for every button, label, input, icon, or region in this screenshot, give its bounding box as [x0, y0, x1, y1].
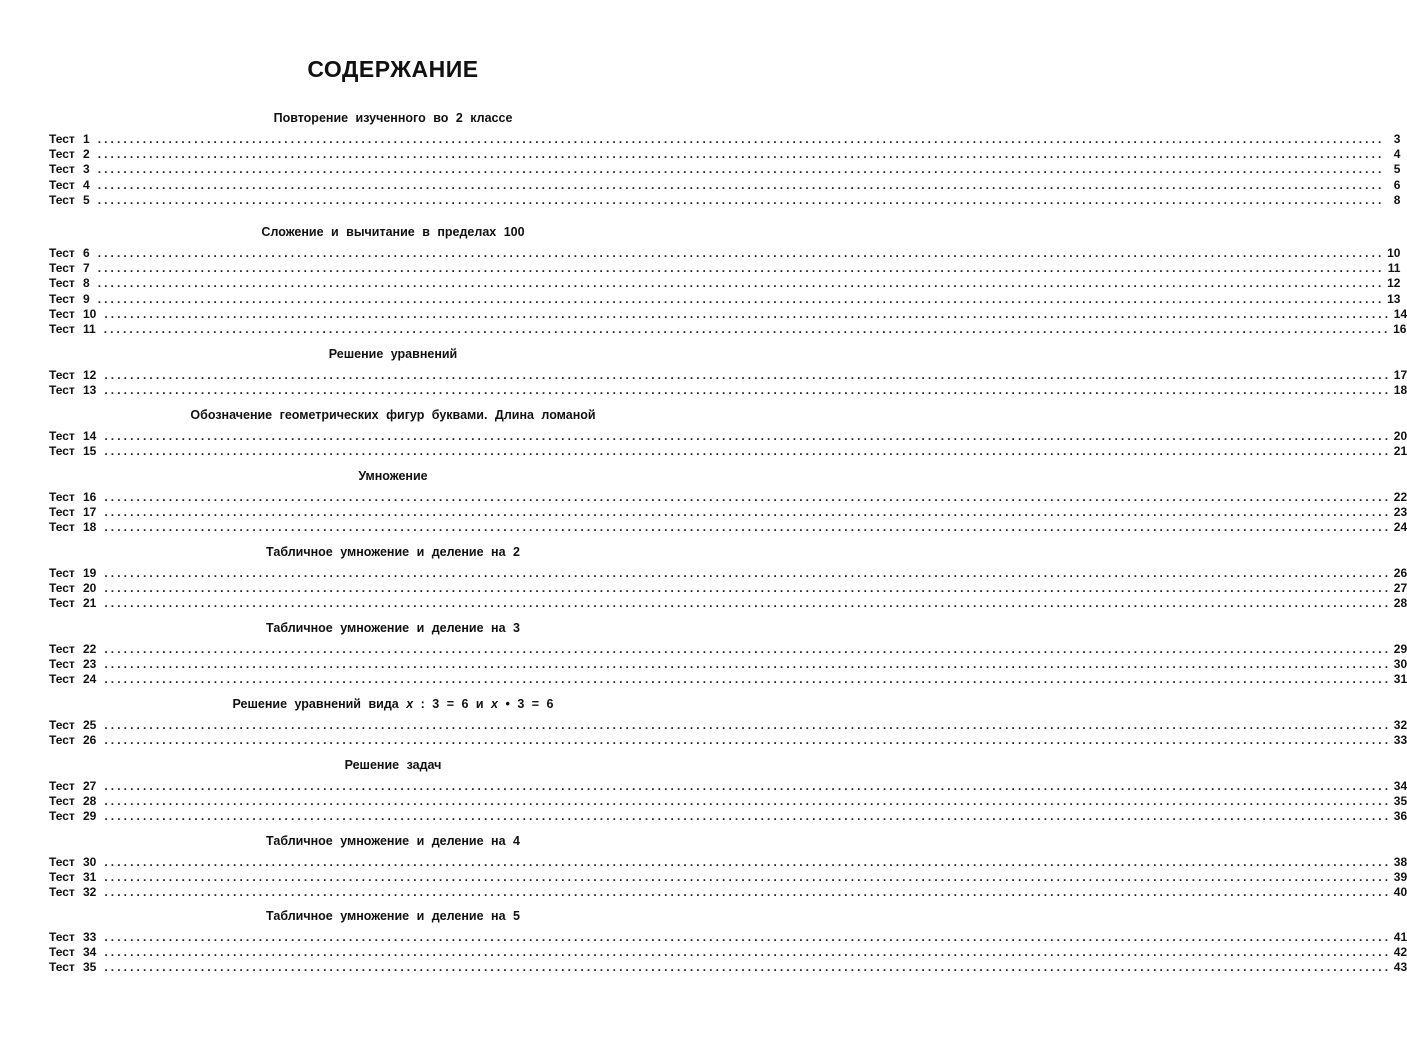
entry-label	[49, 505, 96, 520]
entry-label	[49, 276, 90, 291]
section-heading: Решение уравнений вида x : 3 = 6 и x • 3 = 6	[232, 697, 554, 711]
dot-leader: ........................................................................................................................................................................................................	[104, 855, 1392, 869]
toc-section	[49, 544, 1407, 612]
dot-leader: ........................................................................................................................................................................................................	[104, 960, 1392, 975]
entry-label	[49, 193, 90, 208]
entry-test-word: Тест	[49, 505, 75, 520]
entry-test-number: 5	[83, 192, 90, 207]
entry-test-number: 7	[83, 261, 90, 276]
dot-leader: ........................................................................................................................................................................................................	[104, 794, 1392, 809]
toc-entry[interactable]	[49, 733, 1407, 748]
entry-label	[49, 246, 90, 261]
dot-leader: ........................................................................................................................................................................................................	[104, 581, 1392, 596]
dot-leader: ........................................................................................................................................................................................................	[104, 672, 1392, 687]
toc-entry[interactable]	[49, 930, 1407, 945]
toc-entry[interactable]	[49, 383, 1407, 398]
toc-entry[interactable]	[49, 490, 1407, 505]
entry-test-number: 33	[83, 930, 97, 944]
entry-label	[49, 794, 96, 809]
toc-entry[interactable]	[49, 809, 1407, 824]
entry-page-number: 35	[1393, 794, 1407, 809]
entry-test-number: 34	[83, 945, 97, 960]
section-heading: Решение задач	[344, 758, 442, 772]
entry-label	[49, 930, 96, 945]
entry-test-word: Тест	[49, 945, 75, 960]
entry-test-word: Тест	[49, 276, 75, 291]
section-heading: Сложение и вычитание в пределах 100	[261, 225, 525, 239]
entry-label	[49, 885, 96, 900]
entry-label	[49, 870, 96, 885]
dot-leader: ........................................................................................................................................................................................................	[104, 306, 1392, 321]
entry-page-number: 29	[1393, 642, 1407, 656]
toc-section	[49, 696, 1407, 748]
entry-test-number: 20	[83, 581, 97, 596]
entry-test-word: Тест	[49, 855, 75, 869]
entry-page-number: 42	[1393, 945, 1407, 960]
dot-leader: ........................................................................................................................................................................................................	[104, 566, 1392, 580]
toc-entry[interactable]	[49, 945, 1407, 960]
toc-entry[interactable]	[49, 132, 1401, 147]
entry-page-number: 5	[1393, 162, 1401, 177]
entry-test-number: 3	[83, 162, 90, 177]
entry-test-word: Тест	[49, 246, 75, 260]
entry-label	[49, 672, 96, 687]
entry-page-number: 43	[1393, 960, 1407, 975]
entry-label	[49, 429, 96, 444]
entry-page-number: 36	[1393, 809, 1407, 824]
entry-test-number: 24	[83, 672, 97, 687]
entry-test-word: Тест	[49, 885, 75, 900]
entry-test-number: 14	[83, 429, 97, 443]
entry-test-number: 26	[83, 733, 97, 748]
entry-test-number: 15	[83, 444, 97, 459]
entry-test-number: 12	[83, 368, 97, 382]
dot-leader: ........................................................................................................................................................................................................	[104, 945, 1392, 960]
entry-label	[49, 733, 96, 748]
entry-label	[49, 581, 96, 596]
entry-test-word: Тест	[49, 930, 75, 944]
dot-leader: ........................................................................................................................................................................................................	[104, 809, 1392, 824]
dot-leader: ........................................................................................................................................................................................................	[103, 321, 1391, 336]
entry-page-number: 20	[1393, 429, 1407, 443]
entry-test-number: 18	[83, 520, 97, 535]
dot-leader: ........................................................................................................................................................................................................	[104, 490, 1392, 504]
toc-section	[49, 110, 1401, 208]
entry-page-number: 14	[1393, 306, 1407, 321]
entry-label	[49, 809, 96, 824]
entry-label	[49, 162, 90, 177]
entry-label	[49, 147, 90, 162]
dot-leader: ........................................................................................................................................................................................................	[104, 930, 1392, 944]
entry-page-number: 38	[1393, 855, 1407, 869]
entry-test-word: Тест	[49, 291, 75, 306]
dot-leader: ........................................................................................................................................................................................................	[97, 162, 1385, 177]
toc-entry[interactable]	[49, 520, 1407, 535]
dot-leader: ........................................................................................................................................................................................................	[97, 246, 1385, 260]
entry-page-number: 22	[1393, 490, 1407, 504]
toc-entry[interactable]	[49, 870, 1407, 885]
entry-label	[49, 132, 90, 147]
entry-test-number: 31	[83, 870, 97, 885]
entry-test-number: 2	[83, 147, 90, 162]
section-heading: Табличное умножение и деление на 5	[266, 909, 520, 923]
entry-test-number: 9	[83, 291, 90, 306]
section-heading: Обозначение геометрических фигур буквами. Длина ломаной	[190, 408, 596, 422]
entry-test-number: 19	[83, 566, 97, 580]
entry-page-number: 24	[1393, 520, 1407, 535]
entry-test-word: Тест	[49, 779, 75, 793]
entry-page-number: 26	[1393, 566, 1407, 580]
toc-entry[interactable]	[49, 162, 1401, 177]
toc-entry[interactable]	[49, 566, 1407, 581]
entry-test-number: 13	[83, 383, 97, 398]
toc-section	[49, 468, 1407, 536]
entry-page-number: 10	[1387, 246, 1401, 260]
entry-page-number: 23	[1393, 505, 1407, 520]
entry-test-word: Тест	[49, 960, 75, 975]
toc-entry[interactable]	[49, 596, 1407, 611]
toc-entry[interactable]	[49, 505, 1407, 520]
toc-entry[interactable]	[49, 657, 1407, 672]
entry-label	[49, 322, 96, 337]
entry-page-number: 31	[1393, 672, 1407, 687]
entry-test-word: Тест	[49, 383, 75, 398]
toc-section	[49, 407, 1407, 459]
entry-page-number: 6	[1393, 177, 1401, 192]
toc-entry[interactable]	[49, 177, 1401, 193]
dot-leader: ........................................................................................................................................................................................................	[104, 520, 1392, 535]
entry-page-number: 13	[1387, 291, 1401, 306]
entry-page-number: 3	[1393, 132, 1401, 146]
entry-label	[49, 368, 96, 383]
dot-leader: ........................................................................................................................................................................................................	[97, 147, 1385, 162]
section-heading: Решение уравнений	[328, 347, 458, 361]
entry-test-word: Тест	[49, 147, 75, 162]
entry-test-number: 11	[83, 321, 96, 336]
entry-label	[49, 292, 90, 307]
toc-section	[49, 224, 1407, 337]
entry-test-number: 23	[83, 657, 97, 672]
dot-leader: ........................................................................................................................................................................................................	[97, 261, 1385, 276]
toc-entry[interactable]	[49, 276, 1401, 291]
entry-page-number: 11	[1387, 261, 1401, 276]
section-heading: Табличное умножение и деление на 3	[266, 621, 520, 635]
entry-test-number: 35	[83, 960, 97, 975]
entry-page-number: 30	[1393, 657, 1407, 672]
entry-label	[49, 383, 96, 398]
entry-label	[49, 960, 96, 975]
entry-test-number: 27	[83, 779, 97, 793]
toc-entry[interactable]	[49, 246, 1401, 261]
entry-test-number: 25	[83, 718, 97, 732]
entry-test-word: Тест	[49, 870, 75, 885]
dot-leader: ........................................................................................................................................................................................................	[104, 444, 1392, 459]
entry-test-word: Тест	[49, 596, 75, 611]
entry-test-number: 21	[83, 596, 97, 611]
entry-page-number: 12	[1387, 276, 1401, 291]
entry-test-word: Тест	[49, 306, 75, 321]
entry-test-word: Тест	[49, 177, 75, 192]
entry-test-number: 28	[83, 794, 97, 809]
section-heading: Повторение изученного во 2 классе	[273, 111, 513, 125]
entry-test-word: Тест	[49, 718, 75, 732]
entry-test-number: 16	[83, 490, 97, 504]
dot-leader: ........................................................................................................................................................................................................	[104, 642, 1392, 656]
entry-test-word: Тест	[49, 657, 75, 672]
entry-page-number: 41	[1393, 930, 1407, 944]
toc-entry[interactable]	[49, 147, 1401, 162]
dot-leader: ........................................................................................................................................................................................................	[104, 596, 1392, 611]
dot-leader: ........................................................................................................................................................................................................	[104, 383, 1392, 398]
entry-test-word: Тест	[49, 261, 75, 276]
dot-leader: ........................................................................................................................................................................................................	[104, 779, 1392, 793]
dot-leader: ........................................................................................................................................................................................................	[104, 733, 1392, 748]
dot-leader: ........................................................................................................................................................................................................	[104, 505, 1392, 520]
entry-page-number: 39	[1393, 870, 1407, 885]
entry-test-word: Тест	[49, 642, 75, 656]
toc-entry[interactable]	[49, 960, 1407, 975]
toc-section	[49, 757, 1407, 825]
entry-test-number: 10	[83, 306, 97, 321]
toc-entry[interactable]	[49, 855, 1407, 870]
page-title: СОДЕРЖАНИЕ	[307, 56, 479, 82]
entry-page-number: 8	[1393, 192, 1401, 207]
toc-section	[49, 833, 1407, 901]
dot-leader: ........................................................................................................................................................................................................	[97, 132, 1385, 146]
dot-leader: ........................................................................................................................................................................................................	[104, 368, 1392, 382]
toc-entry[interactable]	[49, 429, 1407, 444]
entry-test-word: Тест	[49, 192, 75, 207]
dot-leader: ........................................................................................................................................................................................................	[97, 291, 1385, 306]
entry-page-number: 33	[1393, 733, 1407, 748]
toc-entry[interactable]	[49, 718, 1407, 733]
entry-label	[49, 642, 96, 657]
section-heading: Умножение	[358, 469, 428, 483]
dot-leader: ........................................................................................................................................................................................................	[104, 870, 1392, 885]
entry-test-number: 6	[83, 246, 90, 260]
entry-label	[49, 520, 96, 535]
entry-test-number: 4	[83, 177, 90, 192]
entry-test-word: Тест	[49, 566, 75, 580]
entry-test-word: Тест	[49, 490, 75, 504]
dot-leader: ........................................................................................................................................................................................................	[104, 657, 1392, 672]
entry-test-number: 22	[83, 642, 97, 656]
toc-entry[interactable]	[49, 321, 1407, 337]
dot-leader: ........................................................................................................................................................................................................	[97, 276, 1385, 291]
entry-page-number: 28	[1393, 596, 1407, 611]
entry-label	[49, 307, 96, 322]
entry-test-word: Тест	[49, 581, 75, 596]
toc-entry[interactable]	[49, 581, 1407, 596]
dot-leader: ........................................................................................................................................................................................................	[97, 192, 1385, 207]
entry-test-word: Тест	[49, 444, 75, 459]
toc-section	[49, 346, 1407, 398]
entry-page-number: 32	[1393, 718, 1407, 732]
toc-entry[interactable]	[49, 672, 1407, 687]
entry-label	[49, 657, 96, 672]
entry-test-word: Тест	[49, 429, 75, 443]
entry-test-number: 30	[83, 855, 97, 869]
toc-entry[interactable]	[49, 794, 1407, 809]
entry-test-number: 17	[83, 505, 97, 520]
section-heading: Табличное умножение и деление на 2	[266, 545, 520, 559]
entry-test-word: Тест	[49, 520, 75, 535]
entry-label	[49, 779, 96, 794]
entry-page-number: 40	[1393, 885, 1407, 900]
entry-test-number: 1	[83, 132, 90, 146]
entry-label	[49, 178, 90, 193]
entry-test-word: Тест	[49, 809, 75, 824]
entry-page-number: 34	[1393, 779, 1407, 793]
dot-leader: ........................................................................................................................................................................................................	[104, 718, 1392, 732]
toc-section	[49, 908, 1407, 976]
toc-entry[interactable]	[49, 885, 1407, 900]
entry-test-word: Тест	[49, 132, 75, 146]
entry-label	[49, 566, 96, 581]
toc-entry[interactable]	[49, 306, 1407, 322]
toc-section	[49, 620, 1407, 688]
dot-leader: ........................................................................................................................................................................................................	[97, 177, 1385, 192]
toc-entry[interactable]	[49, 779, 1407, 794]
toc-entry[interactable]	[49, 368, 1407, 383]
entry-test-word: Тест	[49, 733, 75, 748]
entry-page-number: 18	[1393, 383, 1407, 398]
entry-label	[49, 490, 96, 505]
entry-label	[49, 444, 96, 459]
entry-label	[49, 945, 96, 960]
toc-entry[interactable]	[49, 444, 1407, 459]
toc-entry[interactable]	[49, 642, 1407, 657]
entry-page-number: 16	[1393, 321, 1407, 336]
dot-leader: ........................................................................................................................................................................................................	[104, 429, 1392, 443]
section-heading: Табличное умножение и деление на 4	[266, 834, 520, 848]
entry-test-number: 8	[83, 276, 90, 291]
entry-label	[49, 855, 96, 870]
entry-page-number: 4	[1393, 147, 1401, 162]
entry-test-word: Тест	[49, 321, 75, 336]
entry-page-number: 17	[1393, 368, 1407, 382]
entry-label	[49, 718, 96, 733]
entry-test-number: 32	[83, 885, 97, 900]
entry-test-word: Тест	[49, 794, 75, 809]
entry-test-number: 29	[83, 809, 97, 824]
entry-label	[49, 596, 96, 611]
toc-entry[interactable]	[49, 291, 1401, 307]
toc-entry[interactable]	[49, 192, 1401, 208]
entry-page-number: 27	[1393, 581, 1407, 596]
entry-label	[49, 261, 90, 276]
entry-test-word: Тест	[49, 162, 75, 177]
entry-test-word: Тест	[49, 368, 75, 382]
entry-page-number: 21	[1393, 444, 1407, 459]
toc-entry[interactable]	[49, 261, 1401, 276]
entry-test-word: Тест	[49, 672, 75, 687]
dot-leader: ........................................................................................................................................................................................................	[104, 885, 1392, 900]
